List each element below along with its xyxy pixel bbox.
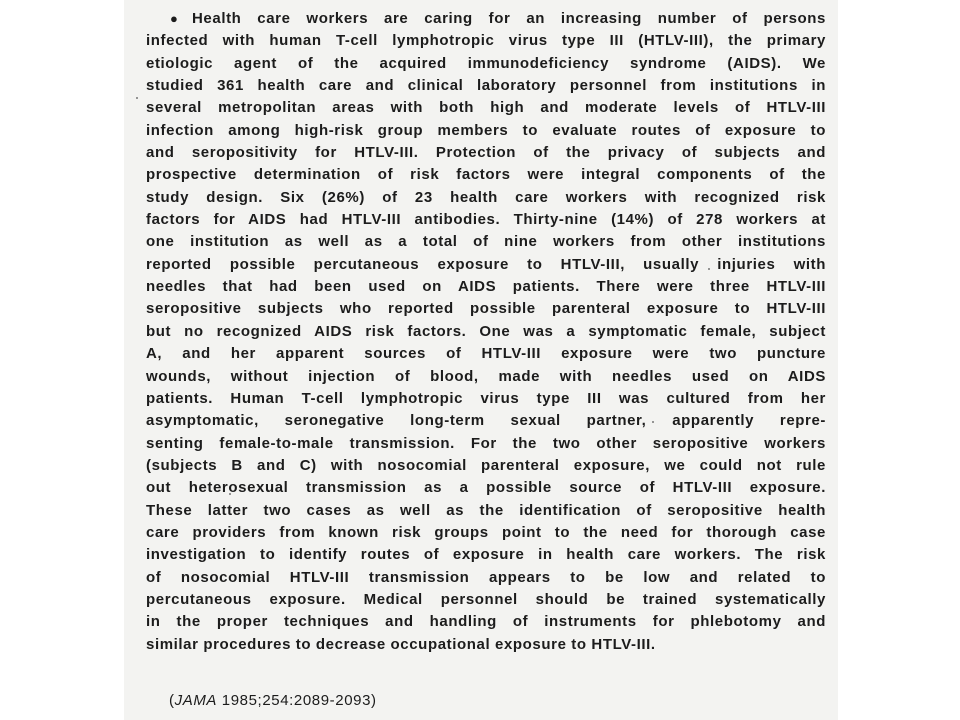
abstract-line: needles that had been used on AIDS patients. There were three HTLV-III [146, 278, 826, 296]
abstract-line: asymptomatic, seronegative long-term sexual partner, apparently repre- [146, 412, 826, 430]
bullet-icon: ● [170, 11, 179, 26]
abstract-line: studied 361 health care and clinical laboratory personnel from institutions in [146, 77, 826, 95]
abstract-line: infection among high-risk group members to evaluate routes of exposure to [146, 121, 826, 139]
abstract-line: (subjects B and C) with nosocomial parenteral exposure, we could not rule [146, 456, 826, 474]
abstract-line: reported possible percutaneous exposure to HTLV-III, usually injuries with [146, 255, 826, 273]
abstract-line: of nosocomial HTLV-III transmission appears to be low and related to [146, 568, 826, 586]
citation-journal: JAMA [174, 692, 218, 709]
abstract-line: but no recognized AIDS risk factors. One was a symptomatic female, subject [146, 322, 826, 340]
abstract-line: seropositive subjects who reported possible parenteral exposure to HTLV-III [146, 300, 826, 318]
abstract-line: care providers from known risk groups point to the need for thorough case [146, 523, 826, 541]
abstract-line: several metropolitan areas with both high and moderate levels of HTLV-III [146, 99, 826, 117]
abstract-line: These latter two cases as well as the identification of seropositive health [146, 501, 826, 519]
citation [169, 691, 377, 711]
abstract-line: percutaneous exposure. Medical personnel should be trained systematically [146, 590, 826, 608]
citation-open: ( [169, 692, 175, 709]
abstract-line: infected with human T-cell lymphotropic virus type III (HTLV-III), the primary [146, 32, 826, 50]
abstract-line: study design. Six (26%) of 23 health care workers with recognized risk [146, 188, 826, 206]
abstract-line: factors for AIDS had HTLV-III antibodies. Thirty-nine (14%) of 278 workers at [146, 211, 826, 229]
scan-speck [136, 97, 138, 99]
abstract-line: senting female-to-male transmission. For the two other seropositive workers [146, 434, 826, 452]
abstract-line: investigation to identify routes of exposure in health care workers. The risk [146, 546, 826, 564]
citation-details: 1985;254:2089-2093) [217, 692, 377, 709]
abstract-line: similar procedures to decrease occupational exposure to HTLV-III. [146, 635, 656, 653]
abstract-line: patients. Human T-cell lymphotropic virus type III was cultured from her [146, 389, 826, 407]
abstract-line: out heterosexual transmission as a possible source of HTLV-III exposure. [146, 479, 826, 497]
abstract-line: prospective determination of risk factors were integral components of the [146, 166, 826, 184]
abstract-text [146, 8, 826, 656]
abstract-line: and seropositivity for HTLV-III. Protection of the privacy of subjects and [146, 144, 826, 162]
abstract-line: A, and her apparent sources of HTLV-III exposure were two puncture [146, 345, 826, 363]
abstract-line-1: ● Health care workers are caring for an increasing number of persons [146, 8, 826, 30]
abstract-line: etiologic agent of the acquired immunodeficiency syndrome (AIDS). We [146, 54, 826, 72]
abstract-line: in the proper techniques and handling of instruments for phlebotomy and [146, 613, 826, 631]
abstract-line: one institution as well as a total of nine workers from other institutions [146, 233, 826, 251]
abstract-line: wounds, without injection of blood, made with needles used on AIDS [146, 367, 826, 385]
